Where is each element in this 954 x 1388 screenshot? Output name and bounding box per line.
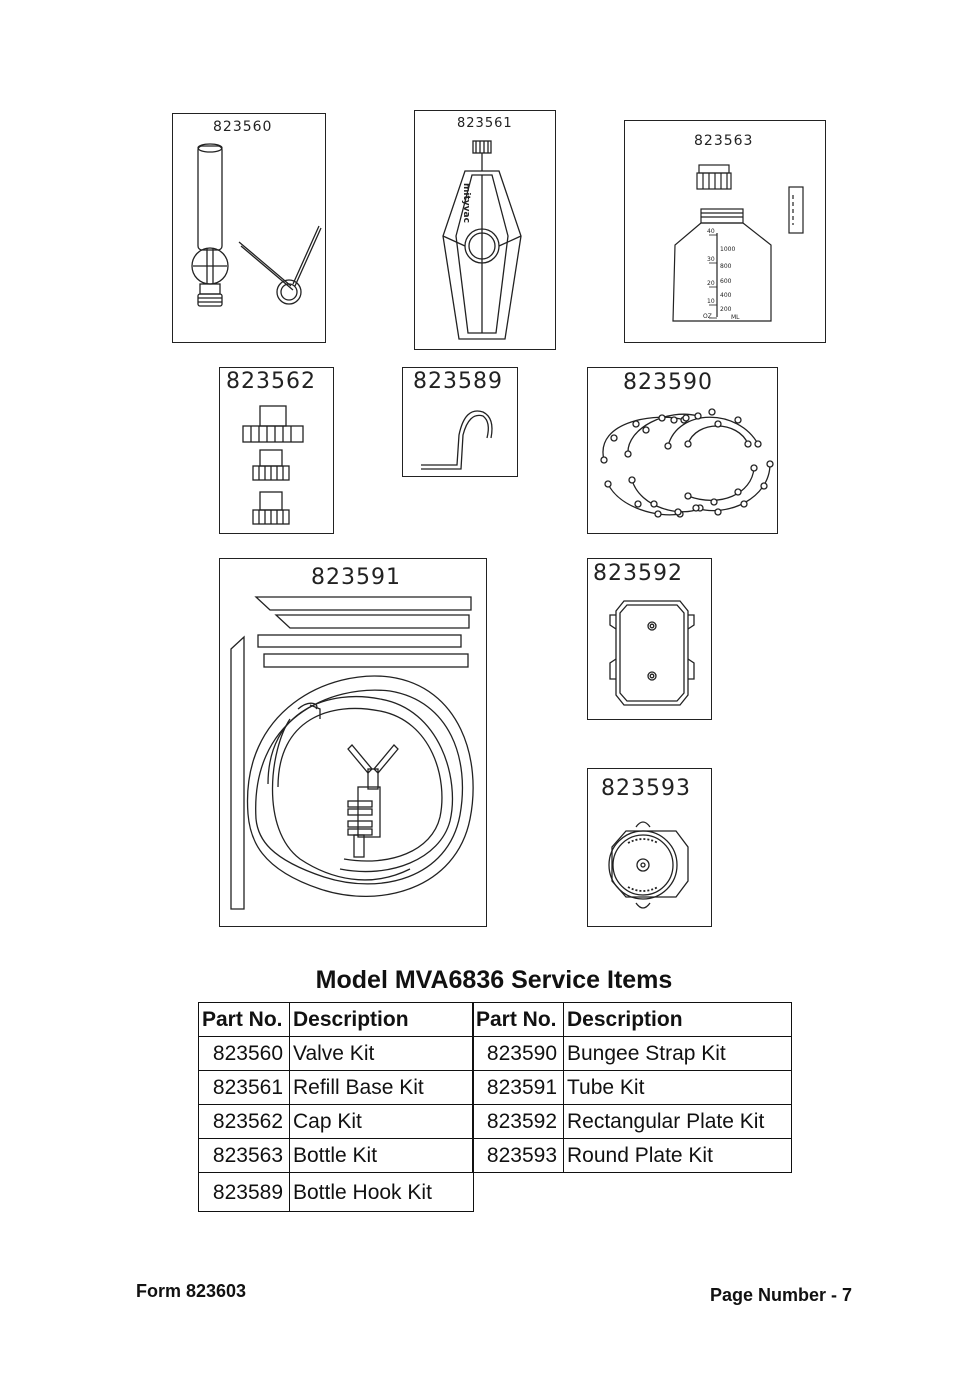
kit-823593-panel xyxy=(587,768,712,927)
table-title: Model MVA6836 Service Items xyxy=(315,966,673,994)
kit-823562-panel xyxy=(219,367,334,534)
oz-mark: 20 xyxy=(707,280,715,287)
description-cell: Round Plate Kit xyxy=(564,1139,792,1173)
kit-823563-panel xyxy=(624,120,826,343)
part-number-cell: 823561 xyxy=(199,1071,290,1105)
ml-mark: 600 xyxy=(720,278,732,285)
kit-number: 823590 xyxy=(623,370,713,395)
kit-number: 823561 xyxy=(457,116,513,131)
description-header: Description xyxy=(290,1003,474,1037)
part-number-cell: 823591 xyxy=(473,1071,564,1105)
description-cell: Bottle Kit xyxy=(290,1139,474,1173)
rectangular-plate-illustration xyxy=(588,559,713,721)
ml-mark: 800 xyxy=(720,263,732,270)
kit-number: 823593 xyxy=(601,776,691,801)
kit-number: 823592 xyxy=(593,561,683,586)
oz-mark: OZ xyxy=(703,313,712,320)
brand-text: mityvac xyxy=(461,183,471,223)
valve-kit-illustration xyxy=(173,114,327,344)
kit-823592-panel xyxy=(587,558,712,720)
table-header-row xyxy=(199,1003,474,1037)
form-number: Form 823603 xyxy=(136,1281,247,1301)
ml-mark: 1000 xyxy=(720,246,736,253)
ml-mark: 200 xyxy=(720,306,732,313)
table-row xyxy=(473,1105,792,1139)
table-row xyxy=(199,1139,474,1173)
part-no-header: Part No. xyxy=(473,1003,564,1037)
part-no-header: Part No. xyxy=(199,1003,290,1037)
bungee-strap-illustration xyxy=(588,368,779,535)
part-number-cell: 823562 xyxy=(199,1105,290,1139)
table-row xyxy=(473,1071,792,1105)
refill-base-illustration xyxy=(415,111,557,351)
part-number-cell: 823590 xyxy=(473,1037,564,1071)
tube-kit-illustration xyxy=(220,559,488,928)
part-number-cell: 823593 xyxy=(473,1139,564,1173)
table-row xyxy=(473,1037,792,1071)
description-cell: Valve Kit xyxy=(290,1037,474,1071)
table-row xyxy=(199,1173,474,1212)
kit-number: 823562 xyxy=(226,369,316,394)
description-cell: Rectangular Plate Kit xyxy=(564,1105,792,1139)
cap-kit-illustration xyxy=(220,368,335,535)
bottle-hook-illustration xyxy=(403,368,519,478)
part-number-cell: 823560 xyxy=(199,1037,290,1071)
part-number-cell: 823563 xyxy=(199,1139,290,1173)
table-header-row xyxy=(473,1003,792,1037)
ml-mark: 400 xyxy=(720,292,732,299)
kit-number: 823589 xyxy=(413,369,503,394)
kit-823560-panel xyxy=(172,113,326,343)
table-row xyxy=(199,1105,474,1139)
description-cell: Refill Base Kit xyxy=(290,1071,474,1105)
kit-823590-panel xyxy=(587,367,778,534)
part-number-cell: 823589 xyxy=(199,1173,290,1212)
kit-823561-panel xyxy=(414,110,556,350)
description-header: Description xyxy=(564,1003,792,1037)
part-number-cell: 823592 xyxy=(473,1105,564,1139)
bottle-illustration xyxy=(625,121,827,344)
kit-number: 823563 xyxy=(694,133,754,149)
page-number: Page Number - 7 xyxy=(709,1285,852,1305)
oz-mark: 10 xyxy=(707,298,715,305)
parts-table-left xyxy=(198,1002,474,1212)
kit-number: 823560 xyxy=(213,119,273,135)
table-row xyxy=(199,1037,474,1071)
kit-number: 823591 xyxy=(311,565,401,590)
oz-mark: 30 xyxy=(707,256,715,263)
description-cell: Bottle Hook Kit xyxy=(290,1173,474,1212)
description-cell: Tube Kit xyxy=(564,1071,792,1105)
round-plate-illustration xyxy=(588,769,713,928)
kit-823591-panel xyxy=(219,558,487,927)
ml-mark: ML xyxy=(731,314,740,321)
table-row xyxy=(199,1071,474,1105)
table-row xyxy=(473,1139,792,1173)
parts-table-right xyxy=(472,1002,792,1173)
oz-mark: 40 xyxy=(707,228,715,235)
kit-823589-panel xyxy=(402,367,518,477)
description-cell: Cap Kit xyxy=(290,1105,474,1139)
description-cell: Bungee Strap Kit xyxy=(564,1037,792,1071)
